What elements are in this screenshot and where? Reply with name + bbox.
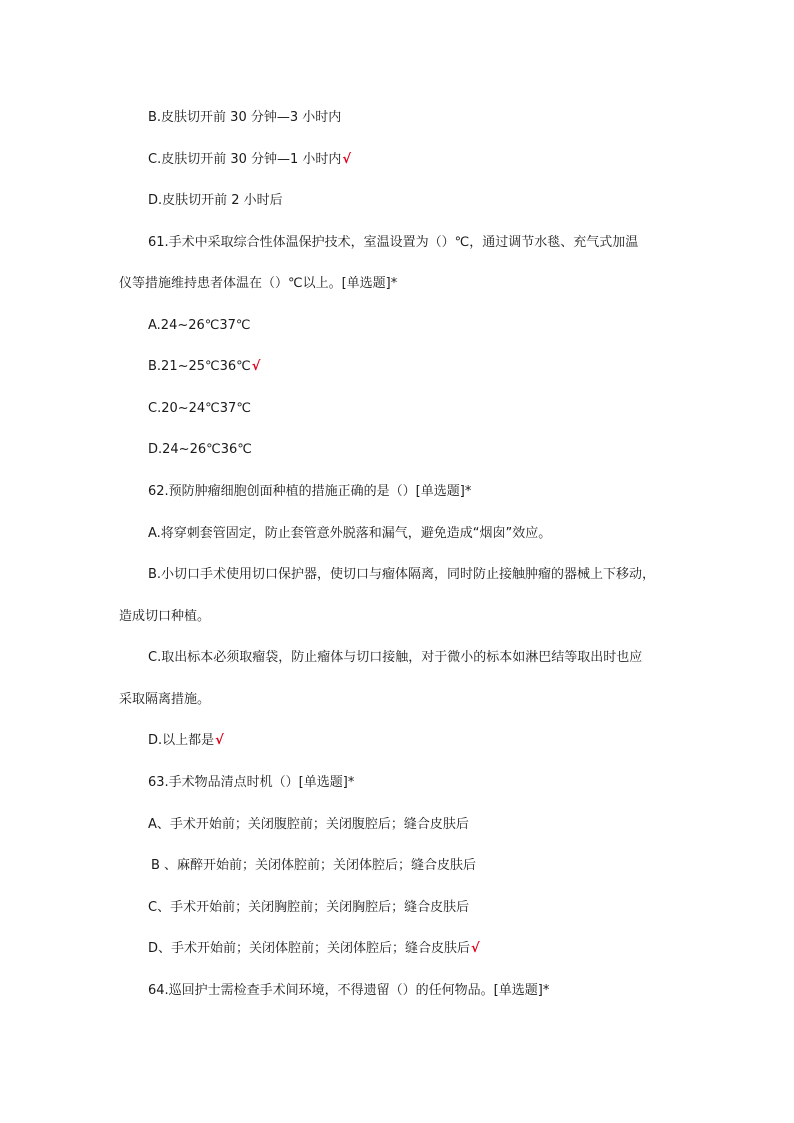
- q60-option-d-text: D.皮肤切开前 2 小时后: [148, 193, 283, 208]
- q63-option-c-text: C、手术开始前；关闭胸腔前；关闭胸腔后；缝合皮肤后: [148, 900, 470, 915]
- correct-check-mark: √: [342, 152, 352, 167]
- q62-option-a: [148, 525, 551, 543]
- q61-option-a: [148, 317, 251, 335]
- q62-stem-text: 62.预防肿瘤细胞创面种植的措施正确的是（）[单选题]*: [148, 484, 472, 499]
- q61-option-a-text: A.24~26℃37℃: [148, 318, 251, 333]
- correct-check-mark: √: [215, 733, 224, 748]
- q63-option-b: [151, 857, 476, 875]
- q60-option-b-text: B.皮肤切开前 30 分钟—3 小时内: [148, 110, 342, 125]
- q61-stem-line2-text: 仪等措施维持患者体温在（）℃以上。[单选题]*: [119, 276, 398, 291]
- q60-option-b: [148, 109, 341, 127]
- q61-option-d-text: D.24~26℃36℃: [148, 442, 252, 457]
- q62-option-c-line1-text: C.取出标本必须取瘤袋，防止瘤体与切口接触，对于微小的标本如淋巴结等取出时也应: [148, 650, 643, 665]
- q63-option-d: [148, 940, 480, 958]
- q62-option-c-line2: [119, 691, 210, 709]
- q63-stem-text: 63.手术物品清点时机（）[单选题]*: [148, 775, 355, 790]
- q61-stem-line1: [148, 234, 638, 252]
- q61-option-c: [148, 400, 251, 418]
- q62-option-d: [148, 732, 224, 750]
- q61-option-c-text: C.20~24℃37℃: [148, 401, 251, 416]
- q63-option-a: [148, 816, 469, 834]
- q64-stem: [148, 982, 549, 1000]
- q63-option-b-text: B 、麻醉开始前；关闭体腔前；关闭体腔后；缝合皮肤后: [151, 858, 477, 873]
- q63-option-c: [148, 899, 469, 917]
- q61-stem-line2: [119, 275, 397, 293]
- q62-option-b-line1-text: B.小切口手术使用切口保护器，使切口与瘤体隔离，同时防止接触肿瘤的器械上下移动，: [148, 567, 656, 582]
- q62-option-a-text: A.将穿刺套管固定，防止套管意外脱落和漏气，避免造成“烟囱”效应。: [148, 526, 552, 541]
- correct-check-mark: √: [471, 941, 480, 956]
- q62-stem: [148, 483, 471, 501]
- q61-stem-line1-text: 61.手术中采取综合性体温保护技术，室温设置为（）℃，通过调节水毯、充气式加温: [148, 235, 639, 250]
- q63-option-d-text: D、手术开始前；关闭体腔前；关闭体腔后；缝合皮肤后: [148, 941, 471, 956]
- q62-option-b-line2-text: 造成切口种植。: [119, 609, 211, 624]
- q62-option-c-line2-text: 采取隔离措施。: [119, 692, 211, 707]
- correct-check-mark: √: [251, 359, 261, 374]
- q60-option-c-text: C.皮肤切开前 30 分钟—1 小时内: [148, 152, 342, 167]
- q62-option-b-line1: [148, 566, 655, 584]
- q61-option-b-text: B.21~25℃36℃: [148, 359, 251, 374]
- q62-option-b-line2: [119, 608, 210, 626]
- q64-stem-text: 64.巡回护士需检查手术间环境，不得遗留（）的任何物品。[单选题]*: [148, 983, 550, 998]
- q63-stem: [148, 774, 354, 792]
- q61-option-b: [148, 358, 260, 376]
- q63-option-a-text: A、手术开始前；关闭腹腔前；关闭腹腔后；缝合皮肤后: [148, 817, 469, 832]
- q61-option-d: [148, 441, 252, 459]
- q62-option-c-line1: [148, 649, 642, 667]
- q60-option-c: [148, 151, 351, 169]
- q60-option-d: [148, 192, 283, 210]
- q62-option-d-text: D.以上都是: [148, 733, 215, 748]
